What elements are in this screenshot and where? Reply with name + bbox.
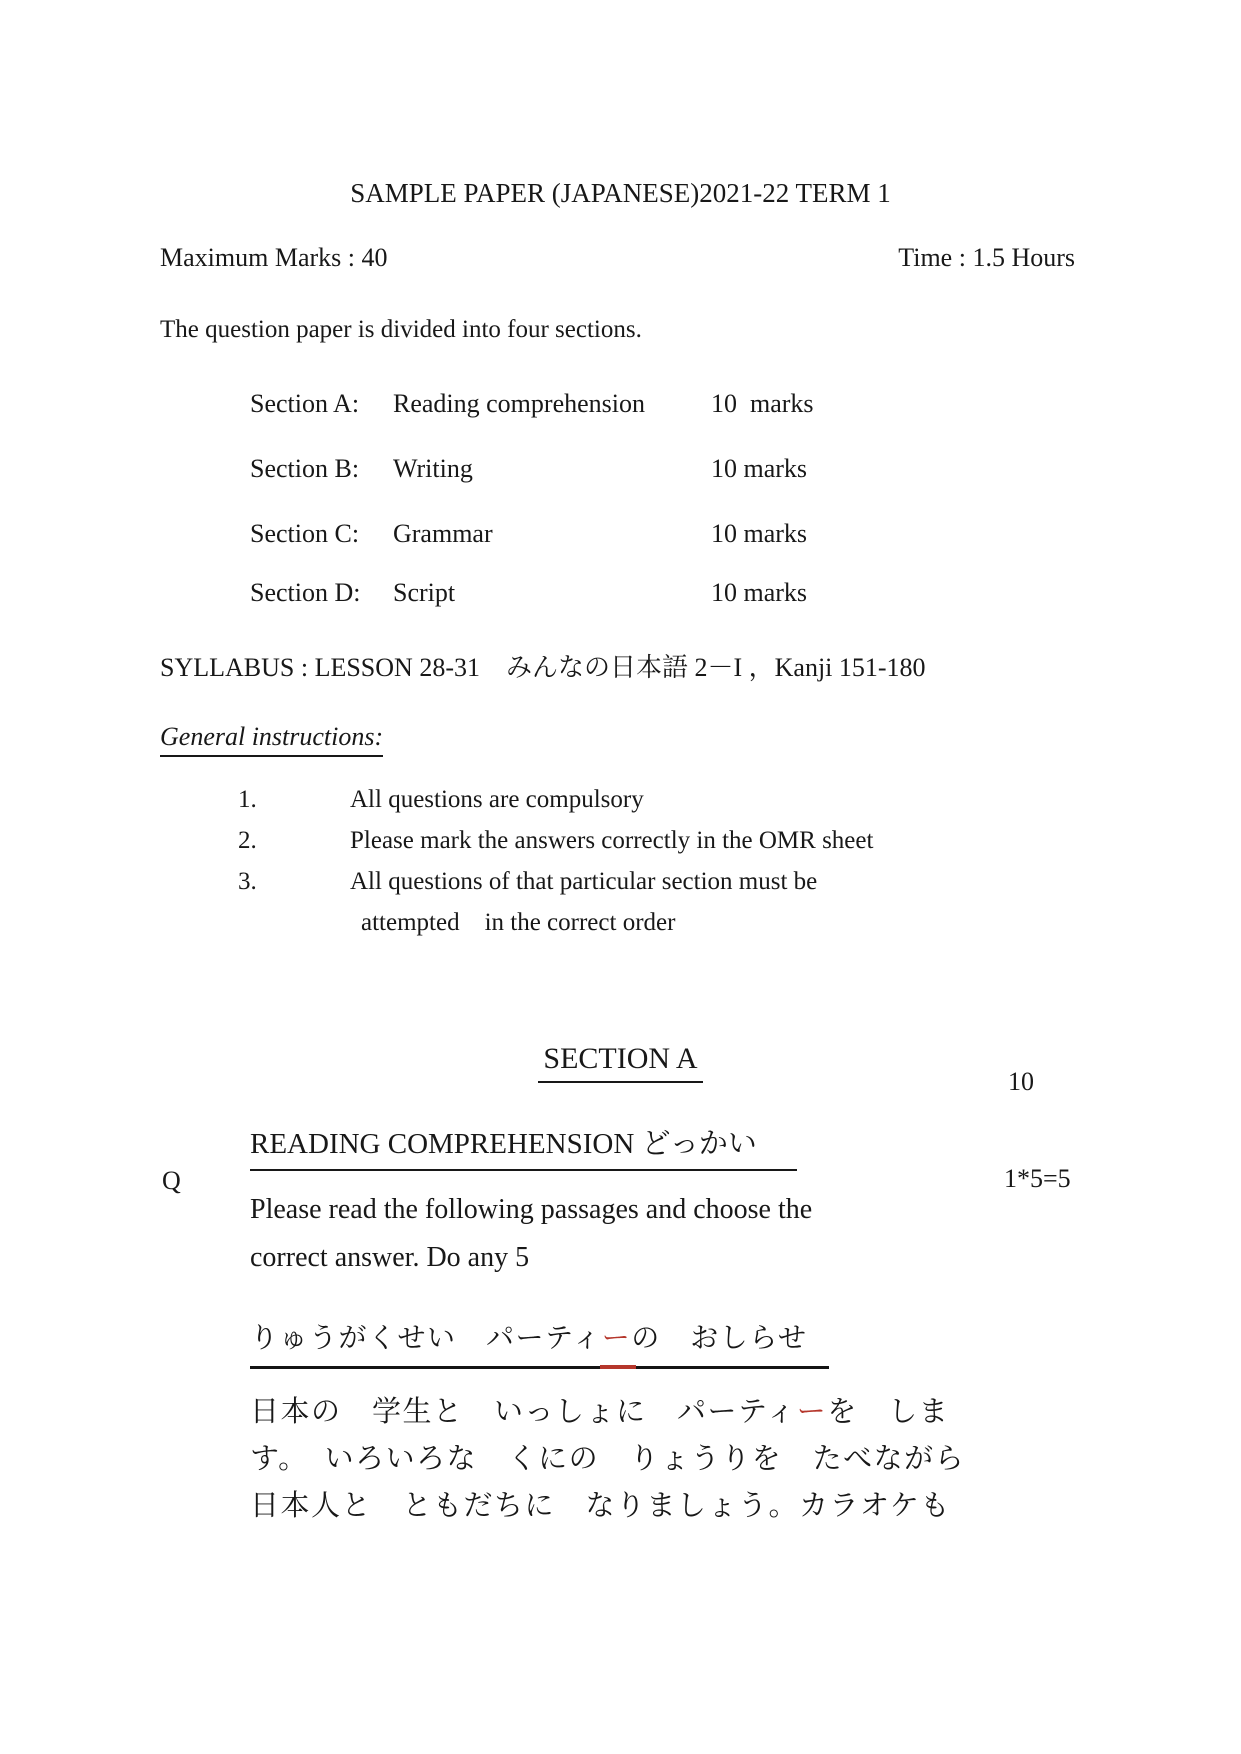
syllabus-text: SYLLABUS : LESSON 28-31 みんなの日本語 2－I ，Kanji 151-180 bbox=[160, 653, 926, 682]
passage-text: す。 いろいろな くにの りょうりを たべながら bbox=[250, 1443, 966, 1475]
red-choonpu: ー bbox=[601, 1323, 632, 1354]
question-label: Q bbox=[162, 1166, 181, 1195]
section-name: Reading comprehension bbox=[393, 389, 645, 418]
instruction-item bbox=[238, 827, 998, 855]
marks-time-row bbox=[160, 243, 1075, 273]
section-name: Writing bbox=[393, 454, 473, 483]
page-title: SAMPLE PAPER (JAPANESE)2021-22 TERM 1 bbox=[350, 178, 891, 208]
question-marks: 1*5=5 bbox=[1004, 1164, 1071, 1193]
instruction-item bbox=[238, 868, 998, 896]
reading-comprehension-heading: READING COMPREHENSION どっかい bbox=[250, 1121, 797, 1171]
passage-title-text: りゅうがくせい パーティ bbox=[250, 1323, 602, 1354]
question-text-line: correct answer. Do any 5 bbox=[250, 1242, 530, 1273]
section-a-heading-row bbox=[0, 1042, 1241, 1083]
instruction-text: Please mark the answers correctly in the OMR sheet bbox=[350, 827, 874, 854]
section-a-heading: SECTION A bbox=[538, 1042, 702, 1083]
passage-text: 日本人と ともだちに なりましょう。カラオケも bbox=[250, 1490, 951, 1522]
section-a-marks: 10 bbox=[1008, 1067, 1034, 1096]
section-name: Script bbox=[393, 578, 456, 607]
passage-line bbox=[250, 1389, 1070, 1430]
red-choonpu: ー bbox=[796, 1396, 828, 1428]
section-marks: 10 marks bbox=[711, 519, 808, 548]
intro-text: The question paper is divided into four sections. bbox=[160, 316, 642, 343]
time-allowed: Time : 1.5 Hours bbox=[898, 243, 1075, 272]
section-marks: 10 marks bbox=[711, 578, 808, 607]
passage-text: 日本の 学生と いっしょに パーティ bbox=[250, 1396, 797, 1428]
section-marks: 10 marks bbox=[711, 454, 808, 483]
section-row bbox=[250, 519, 950, 578]
instructions-list bbox=[238, 786, 998, 909]
section-label: Section B: bbox=[250, 454, 360, 483]
section-label: Section D: bbox=[250, 578, 361, 607]
instruction-text: All questions are compulsory bbox=[350, 786, 644, 813]
section-label: Section A: bbox=[250, 389, 360, 418]
passage-text: を しま bbox=[827, 1396, 950, 1428]
instruction-text: All questions of that particular section must be bbox=[350, 868, 818, 895]
instruction-number: 1. bbox=[238, 786, 257, 813]
instruction-number: 3. bbox=[238, 868, 257, 895]
section-row bbox=[250, 578, 950, 643]
instruction-item bbox=[238, 786, 998, 814]
instruction-continuation: attempted in the correct order bbox=[361, 909, 676, 936]
maximum-marks: Maximum Marks : 40 bbox=[160, 243, 388, 272]
passage-line bbox=[250, 1436, 1070, 1477]
instruction-number: 2. bbox=[238, 827, 257, 854]
passage-title-text: の おしらせ bbox=[631, 1323, 808, 1354]
passage-line bbox=[250, 1483, 1070, 1524]
section-name: Grammar bbox=[393, 519, 493, 548]
passage-title bbox=[250, 1316, 829, 1369]
section-row bbox=[250, 389, 950, 454]
question-text-line: Please read the following passages and choose the bbox=[250, 1194, 813, 1225]
section-row bbox=[250, 454, 950, 519]
section-marks: 10 marks bbox=[711, 389, 814, 418]
sections-table bbox=[250, 389, 950, 643]
section-label: Section C: bbox=[250, 519, 360, 548]
general-instructions-heading: General instructions: bbox=[160, 722, 383, 757]
